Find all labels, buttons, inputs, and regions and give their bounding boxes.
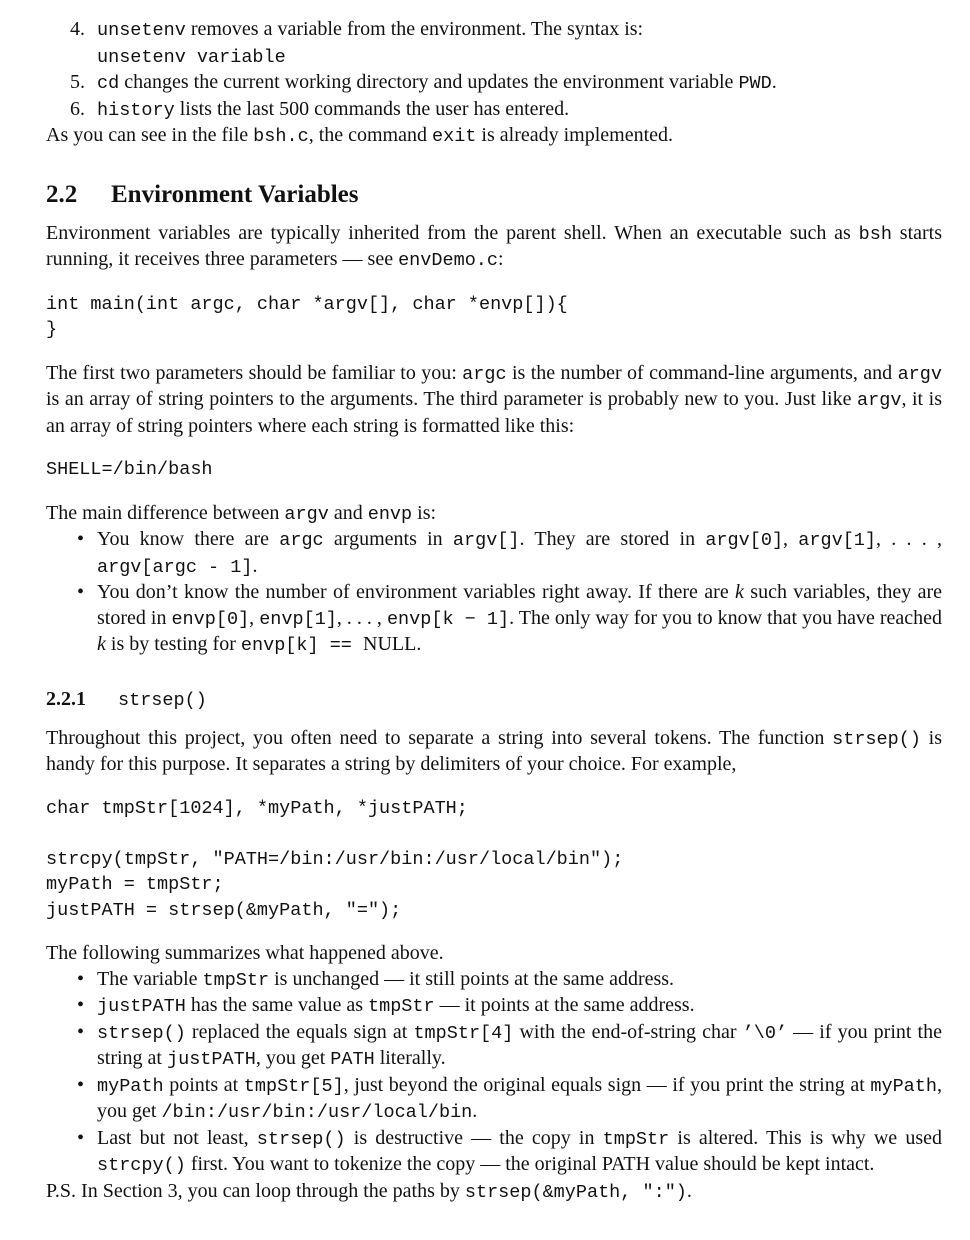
- exit-note: As you can see in the file bsh.c, the command exit is already implemented.: [46, 124, 674, 147]
- list-item: • You don’t know the number of environment variables right away. If there are k such variables, they are stored in envp[0], envp[1], . . . , envp[k − 1]. The only way for you to know that you have reached k is by testing for envp[k] == NULL.: [46, 580, 942, 659]
- ps-note: P.S. In Section 3, you can loop through the paths by strsep(&myPath, ":").: [46, 1179, 692, 1203]
- item-number: 4.: [70, 18, 85, 40]
- difference-list: [46, 527, 942, 659]
- summary-list: [46, 967, 942, 1179]
- env-intro-paragraph: Environment variables are typically inherited from the parent shell. When an executable such as bsh starts running, it receives three parameters — see envDemo.c:: [46, 221, 943, 271]
- list-item: • You know there are argc arguments in argv[]. They are stored in argv[0], argv[1], . . . , argv[argc - 1].: [46, 527, 942, 580]
- list-item: 4. unsetenv removes a variable from the environment. The syntax is: unsetenv variable: [70, 18, 644, 68]
- main-signature-code: int main(int argc, char *argv[], char *envp[]){ }: [46, 293, 568, 340]
- strsep-example-code: char tmpStr[1024], *myPath, *justPATH; strcpy(tmpStr, "PATH=/bin:/usr/bin:/usr/local/bin"); myPath = tmpStr; justPATH = strsep(&myPath, "=");: [46, 797, 624, 921]
- difference-intro: The main difference between argv and envp is:: [46, 501, 437, 525]
- list-item: • justPATH has the same value as tmpStr — it points at the same address.: [46, 993, 942, 1020]
- shell-example-code: SHELL=/bin/bash: [46, 459, 213, 480]
- list-item: 5. cd changes the current working directory and updates the environment variable PWD.: [70, 71, 777, 94]
- subsection-heading: 2.2.1 strsep(): [46, 687, 207, 711]
- command-list: [46, 17, 942, 123]
- strsep-intro-paragraph: Throughout this project, you often need to separate a string into several tokens. The function strsep() is handy for this purpose. It separates a string by delimiters of your choice. For example,: [46, 726, 942, 775]
- list-item: • Last but not least, strsep() is destructive — the copy in tmpStr is altered. This is why we used strcpy() first. You want to tokenize the copy — the original PATH value should be kept intact.: [46, 1126, 942, 1179]
- summary-intro: The following summarizes what happened above.: [46, 942, 444, 964]
- item-number: 5.: [70, 71, 85, 93]
- syntax-line: unsetenv variable: [97, 46, 286, 68]
- list-item: 6. history lists the last 500 commands the user has entered.: [70, 97, 570, 121]
- list-item: • The variable tmpStr is unchanged — it still points at the same address.: [46, 967, 942, 994]
- item-number: 6.: [70, 97, 85, 120]
- section-heading: 2.2 Environment Variables: [46, 180, 359, 208]
- list-item: • myPath points at tmpStr[5], just beyond the original equals sign — if you print the string at myPath, you get /bin:/usr/bin:/usr/local/bin.: [46, 1073, 942, 1126]
- params-paragraph: The first two parameters should be familiar to you: argc is the number of command-line arguments, and argv is an array of string pointers to the arguments. The third parameter is probably new to you. Just like argv, it is an array of string pointers where each string is formatted like this:: [46, 361, 942, 437]
- list-item: • strsep() replaced the equals sign at tmpStr[4] with the end-of-string char ’\0’ — if you print the string at justPATH, you get PATH literally.: [46, 1020, 942, 1073]
